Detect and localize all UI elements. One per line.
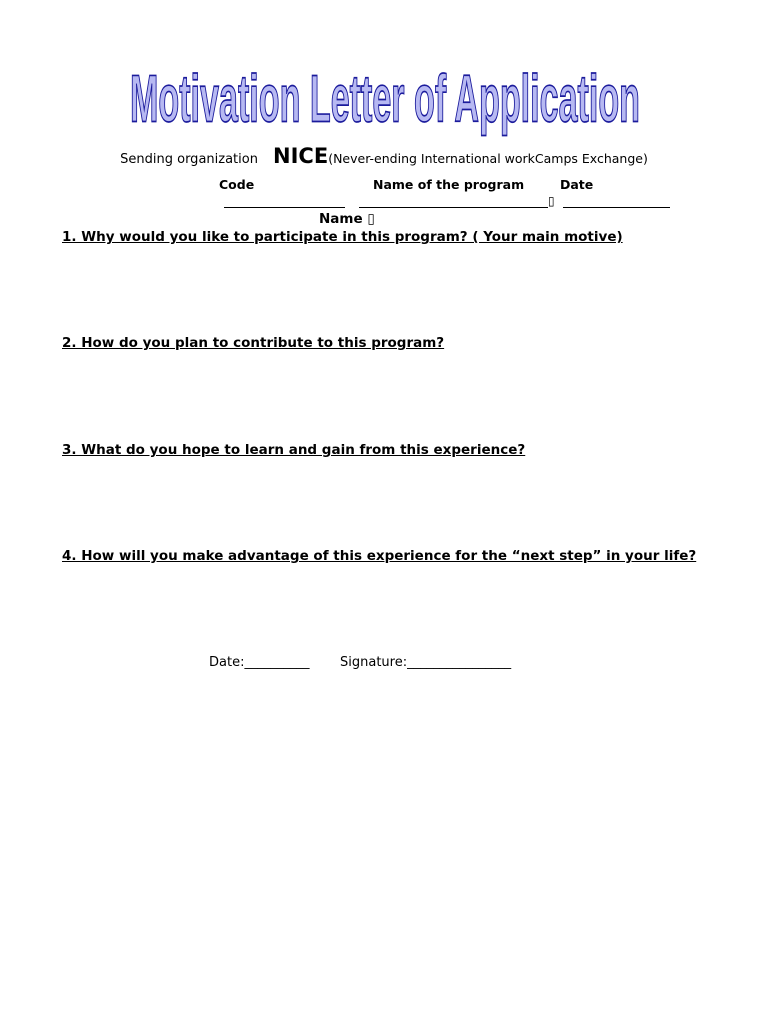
- footer-date-field[interactable]: Date:__________: [209, 655, 310, 670]
- date-field[interactable]: [563, 207, 670, 208]
- organization-label: Sending organization: [120, 152, 258, 167]
- question-2: 2. How do you plan to contribute to this program?: [62, 335, 445, 351]
- organization-line: [0, 144, 768, 168]
- code-label: Code: [219, 177, 255, 192]
- organization-full-name: (Never-ending International workCamps Exchange): [328, 151, 648, 166]
- organization-acronym: NICE: [273, 144, 329, 168]
- title-wordart: [120, 46, 650, 138]
- field-separator-glyph: ▯: [548, 194, 555, 208]
- program-name-label: Name of the program: [373, 177, 525, 192]
- code-field[interactable]: [224, 207, 345, 208]
- footer-signature-field[interactable]: Signature:________________: [340, 655, 512, 670]
- document-title: [120, 46, 650, 138]
- question-4: 4. How will you make advantage of this experience for the “next step” in your life?: [62, 548, 697, 564]
- question-1: 1. Why would you like to participate in this program? ( Your main motive): [62, 229, 623, 245]
- date-label: Date: [560, 177, 594, 192]
- name-label: Name ▯: [319, 211, 375, 227]
- program-name-field[interactable]: [359, 207, 548, 208]
- question-3: 3. What do you hope to learn and gain from this experience?: [62, 442, 526, 458]
- title-text: Motivation Letter of Application: [130, 61, 641, 136]
